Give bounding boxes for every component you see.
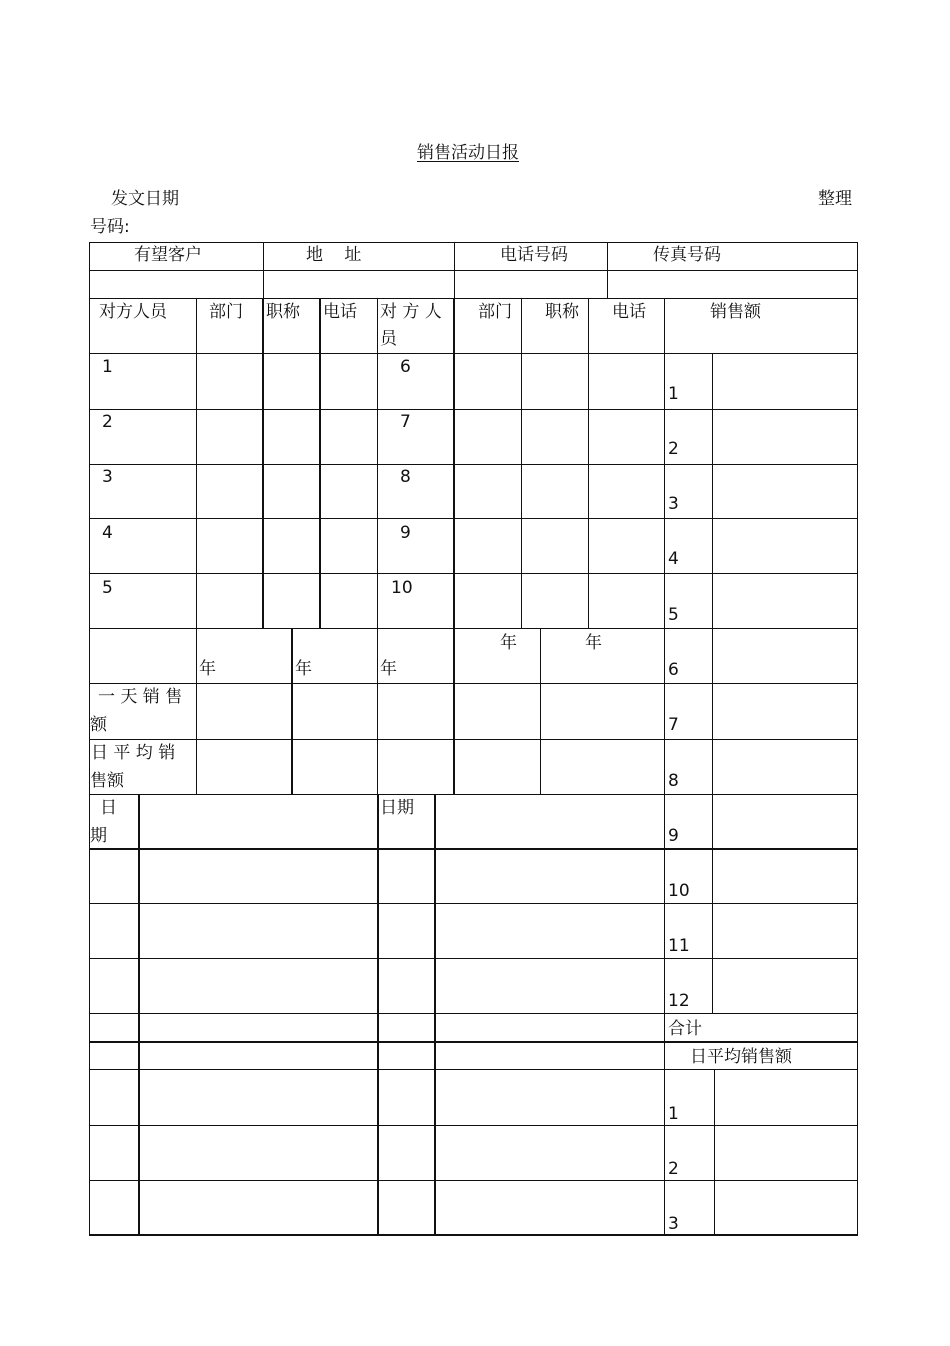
month-number: 10 <box>668 881 690 901</box>
table-line <box>89 1234 858 1236</box>
organize-label: 整理 <box>818 189 852 209</box>
table-line <box>89 242 858 243</box>
fax-number-header: 传真号码 <box>653 245 721 265</box>
date-label: 期 <box>90 826 107 846</box>
table-line <box>712 353 713 1013</box>
table-line <box>857 242 858 1236</box>
table-line <box>714 1069 715 1236</box>
table-line <box>665 739 858 740</box>
number-label: 号码: <box>90 217 130 237</box>
table-line <box>665 794 858 795</box>
table-line <box>540 628 541 794</box>
year-label: 年 <box>380 659 397 679</box>
address-header: 地 址 <box>306 245 362 265</box>
table-line <box>665 683 858 684</box>
contact-number: 10 <box>391 578 413 598</box>
avg-daily-sales-label: 日 平 均 销 <box>91 743 176 763</box>
table-line <box>377 794 379 1236</box>
phone-header: 电话 <box>323 302 357 322</box>
year-label: 年 <box>295 659 312 679</box>
year-label: 年 <box>199 659 216 679</box>
phone-number-header: 电话号码 <box>500 245 568 265</box>
contact-number: 9 <box>400 523 411 543</box>
table-line <box>377 628 378 794</box>
department-header: 部门 <box>209 302 243 322</box>
table-line <box>196 628 197 794</box>
contact-number: 6 <box>400 357 411 377</box>
table-line <box>588 298 589 628</box>
title-header: 职称 <box>266 302 300 322</box>
contact-number: 5 <box>102 578 113 598</box>
month-number: 12 <box>668 991 690 1011</box>
table-line <box>89 242 90 1236</box>
table-line <box>89 270 858 271</box>
table-line <box>665 464 858 465</box>
total-label: 合计 <box>668 1019 702 1039</box>
issue-date-label: 发文日期 <box>111 189 179 209</box>
contact-number: 1 <box>102 357 113 377</box>
table-line <box>664 298 665 849</box>
prospect-header: 有望客户 <box>134 245 202 265</box>
table-line <box>434 794 436 1236</box>
month-number: 1 <box>668 384 679 404</box>
daily-sales-label: 一 天 销 售 <box>98 687 183 707</box>
month-number: 9 <box>668 826 679 846</box>
contact-number: 8 <box>400 467 411 487</box>
month-number: 7 <box>668 715 679 735</box>
month-number: 2 <box>668 439 679 459</box>
table-line <box>377 298 378 628</box>
table-line <box>89 1013 858 1014</box>
table-line <box>89 1180 858 1181</box>
table-line <box>262 298 264 628</box>
year-label: 年 <box>585 633 602 653</box>
table-line <box>196 298 197 628</box>
contact-number: 2 <box>102 412 113 432</box>
month-number: 11 <box>668 936 690 956</box>
table-line <box>89 353 858 354</box>
table-line <box>453 298 455 628</box>
table-line <box>607 242 608 298</box>
table-line <box>291 628 293 794</box>
date-label: 日 <box>100 798 117 818</box>
month-number: 8 <box>668 771 679 791</box>
avg-number: 1 <box>668 1104 679 1124</box>
month-number: 3 <box>668 494 679 514</box>
department-header-2: 部门 <box>478 302 512 322</box>
month-number: 6 <box>668 660 679 680</box>
table-line <box>665 628 858 629</box>
avg-daily-sales-label: 售额 <box>90 771 124 791</box>
counterpart-staff-header-2b: 员 <box>380 329 397 349</box>
counterpart-staff-header-2a: 对 方 人 <box>380 302 442 322</box>
phone-header-2: 电话 <box>612 302 646 322</box>
table-line <box>665 518 858 519</box>
counterpart-staff-header: 对方人员 <box>99 302 167 322</box>
table-line <box>89 298 858 299</box>
avg-number: 3 <box>668 1214 679 1234</box>
contact-number: 3 <box>102 467 113 487</box>
table-line <box>664 848 665 1236</box>
table-line <box>665 573 858 574</box>
year-label: 年 <box>500 633 517 653</box>
table-line <box>89 1125 858 1126</box>
title-header-2: 职称 <box>545 302 579 322</box>
table-line <box>454 242 455 298</box>
month-number: 5 <box>668 605 679 625</box>
daily-sales-label: 额 <box>90 715 107 735</box>
table-line <box>453 628 455 794</box>
table-line <box>89 1069 858 1070</box>
document-title: 销售活动日报 <box>417 143 519 163</box>
date-label-right: 日期 <box>380 798 414 818</box>
table-line <box>89 958 858 959</box>
contact-number: 4 <box>102 523 113 543</box>
table-line <box>665 409 858 410</box>
table-line <box>319 298 321 628</box>
avg-daily-sales-header: 日平均销售额 <box>690 1047 792 1067</box>
avg-number: 2 <box>668 1159 679 1179</box>
contact-number: 7 <box>400 412 411 432</box>
table-line <box>138 794 140 1236</box>
table-line <box>89 1041 858 1043</box>
table-line <box>263 242 264 298</box>
table-line <box>521 298 522 628</box>
table-line <box>89 903 858 904</box>
table-line <box>89 848 858 850</box>
sales-amount-header: 销售额 <box>710 302 761 322</box>
month-number: 4 <box>668 549 679 569</box>
